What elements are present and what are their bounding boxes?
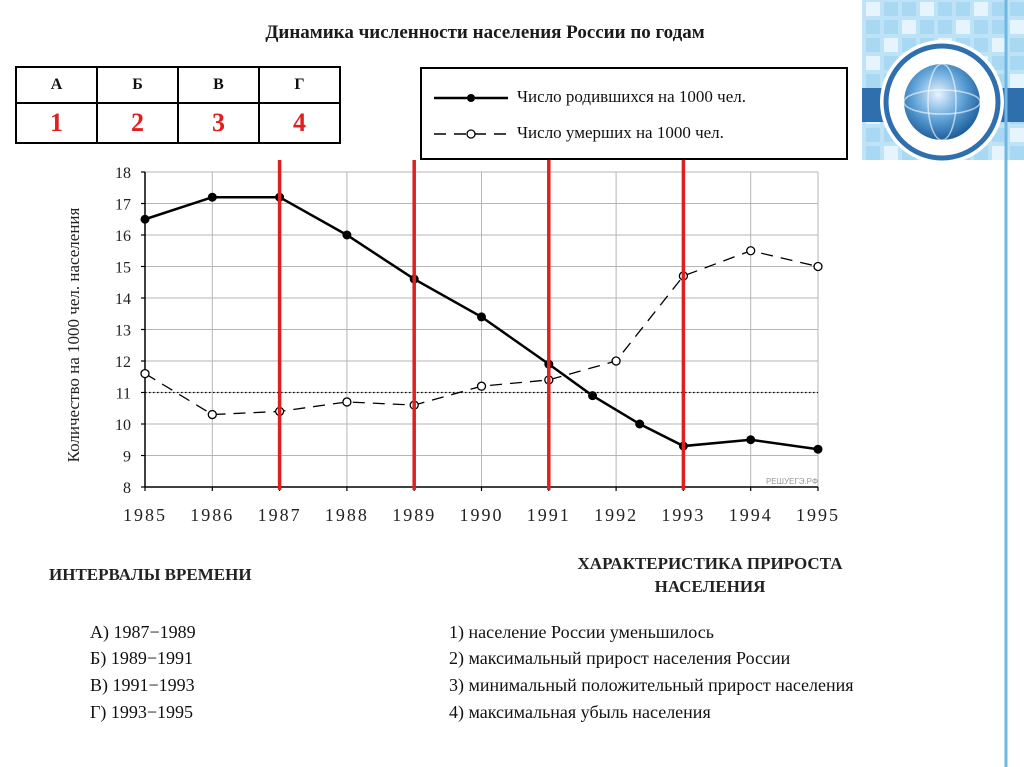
births-data-point xyxy=(343,231,351,239)
x-tick-label: 1991 xyxy=(526,505,571,525)
y-tick-label: 11 xyxy=(115,385,131,403)
interval-item-a: А) 1987−1989 xyxy=(90,622,196,642)
x-tick-label: 1990 xyxy=(459,505,504,525)
characteristic-item-1: 1) население России уменьшилось xyxy=(449,622,714,642)
table-header-v: В xyxy=(178,67,259,103)
y-axis-label: Количество на 1000 чел. населения xyxy=(64,207,83,463)
legend-deaths-label: Число умерших на 1000 чел. xyxy=(517,123,724,142)
deaths-data-point xyxy=(612,357,620,365)
x-tick-label: 1986 xyxy=(190,505,235,525)
characteristic-item-4: 4) максимальная убыль населения xyxy=(449,702,711,722)
characteristic-item-3: 3) минимальный положительный прирост населения xyxy=(449,675,854,695)
y-tick-label: 8 xyxy=(123,480,131,497)
x-tick-label: 1994 xyxy=(728,505,773,525)
characteristic-item-2: 2) максимальный прирост населения России xyxy=(449,648,791,668)
y-tick-label: 15 xyxy=(115,259,131,277)
x-tick-label: 1985 xyxy=(123,505,167,525)
y-tick-label: 12 xyxy=(115,354,131,371)
table-header-b: Б xyxy=(97,67,178,103)
births-data-point xyxy=(208,193,216,201)
deaths-data-point xyxy=(814,263,822,271)
y-tick-label: 16 xyxy=(115,228,131,245)
y-tick-label: 14 xyxy=(115,291,131,308)
chart-axes xyxy=(115,165,840,525)
interval-item-b: Б) 1989−1991 xyxy=(90,648,193,668)
deaths-data-point xyxy=(478,382,486,390)
table-answer-b[interactable]: 2 xyxy=(97,103,178,143)
interval-item-g: Г) 1993−1995 xyxy=(90,702,194,722)
deaths-data-point xyxy=(343,398,351,406)
watermark: РЕШУЕГЭ.РФ xyxy=(765,477,818,486)
interval-item-v: В) 1991−1993 xyxy=(90,675,195,695)
births-data-point xyxy=(589,392,597,400)
births-data-point xyxy=(141,215,149,223)
x-tick-label: 1987 xyxy=(257,505,302,525)
table-answer-a[interactable]: 1 xyxy=(16,103,97,143)
deaths-data-point xyxy=(141,370,149,378)
y-tick-label: 10 xyxy=(115,417,131,434)
births-data-point xyxy=(814,445,822,453)
y-tick-label: 13 xyxy=(115,322,131,340)
y-tick-label: 9 xyxy=(123,448,131,466)
x-tick-label: 1988 xyxy=(324,505,369,525)
legend-births-label: Число родившихся на 1000 чел. xyxy=(517,87,746,106)
births-data-point xyxy=(636,420,644,428)
x-tick-label: 1995 xyxy=(796,505,840,525)
births-data-point xyxy=(747,436,755,444)
deaths-data-point xyxy=(747,247,755,255)
deaths-data-point xyxy=(208,411,216,419)
chart-grid xyxy=(145,172,818,487)
table-header-g: Г xyxy=(259,67,340,103)
chart-title: Динамика численности населения России по годам xyxy=(265,22,705,43)
x-tick-label: 1992 xyxy=(594,505,639,525)
y-tick-label: 18 xyxy=(115,165,131,182)
births-data-point xyxy=(478,313,486,321)
table-answer-g[interactable]: 4 xyxy=(259,103,340,143)
y-tick-label: 17 xyxy=(115,196,131,214)
x-tick-label: 1993 xyxy=(661,505,706,525)
characteristics-heading-line1: ХАРАКТЕРИСТИКА ПРИРОСТА xyxy=(577,554,843,573)
x-tick-label: 1989 xyxy=(392,505,437,525)
table-answer-v[interactable]: 3 xyxy=(178,103,259,143)
table-header-a: А xyxy=(16,67,97,103)
characteristics-heading-line2: НАСЕЛЕНИЯ xyxy=(654,577,766,596)
intervals-heading: ИНТЕРВАЛЫ ВРЕМЕНИ xyxy=(49,565,252,584)
